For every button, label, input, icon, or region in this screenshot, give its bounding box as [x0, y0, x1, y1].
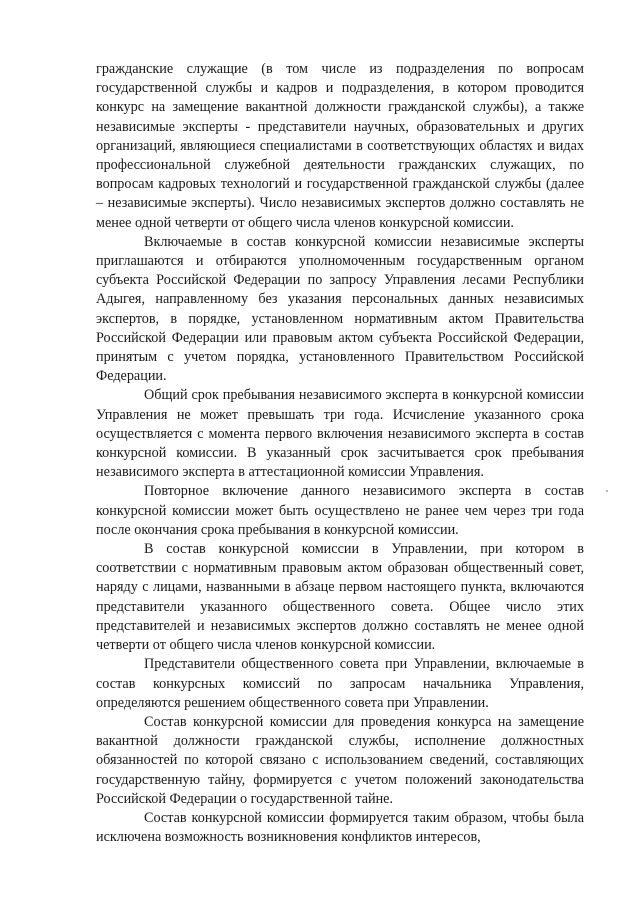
- paragraph-7: Состав конкурсной комиссии для проведения конкурса на замещение вакантной должности гражданской службы, исполнение должностных обязанностей по которой связано с использованием сведений, составляющих государственную тайну, формируется с учетом положений законодательства Российской Федерации о государственной тайне.: [96, 713, 584, 807]
- paragraph-2: Включаемые в состав конкурсной комиссии независимые эксперты приглашаются и отбираются уполномоченным государственным органом субъекта Российской Федерации по запросу Управления лесами Республики Адыгея, направленному без указания персональных данных независимых экспертов, в порядке, установленном нормативным актом Правительства Российской Федерации или правовым актом субъекта Российской Федерации, принятым с учетом порядка, установленного Правительством Российской Федерации.: [96, 233, 584, 385]
- paragraph-6: Представители общественного совета при Управлении, включаемые в состав конкурсных комиссий по запросам начальника Управления, определяются решением общественного совета при Управлении.: [96, 656, 584, 711]
- paragraph-8: Состав конкурсной комиссии формируется таким образом, чтобы была исключена возможность возникновения конфликтов интересов,: [96, 809, 584, 846]
- paragraph-4: Повторное включение данного независимого эксперта в состав конкурсной комиссии может быть осуществлено не ранее чем через три года после окончания срока пребывания в конкурсной комиссии.: [96, 483, 584, 538]
- paragraph-5: В состав конкурсной комиссии в Управлении, при котором в соответствии с нормативным правовым актом образован общественный совет, наряду с лицами, названными в абзаце первом настоящего пункта, включаются представители указанного общественного совета. Общее число этих представителей и независимых экспертов должно составлять не менее одной четверти от общего числа членов конкурсной комиссии.: [96, 541, 584, 654]
- paragraph-1: гражданские служащие (в том числе из подразделения по вопросам государственной службы и кадров и подразделения, в котором проводится конкурс на замещение вакантной должности гражданской службы), а также независимые эксперты - представители научных, образовательных и других организаций, являющиеся специалистами в соответствующих областях и видах профессиональной служебной деятельности гражданских служащих, по вопросам кадровых технологий и государственной гражданской службы (далее – независимые эксперты). Число независимых экспертов должно составлять не менее одной четверти от общего числа членов конкурсной комиссии.: [96, 61, 584, 231]
- paragraph-3: Общий срок пребывания независимого эксперта в конкурсной комиссии Управления не может превышать три года. Исчисление указанного срока осуществляется с момента первого включения независимого эксперта в состав конкурсной комиссии. В указанный срок засчитывается срок пребывания независимого эксперта в аттестационной комиссии Управления.: [96, 387, 584, 481]
- document-page: [96, 60, 584, 847]
- scan-speck: [606, 490, 608, 492]
